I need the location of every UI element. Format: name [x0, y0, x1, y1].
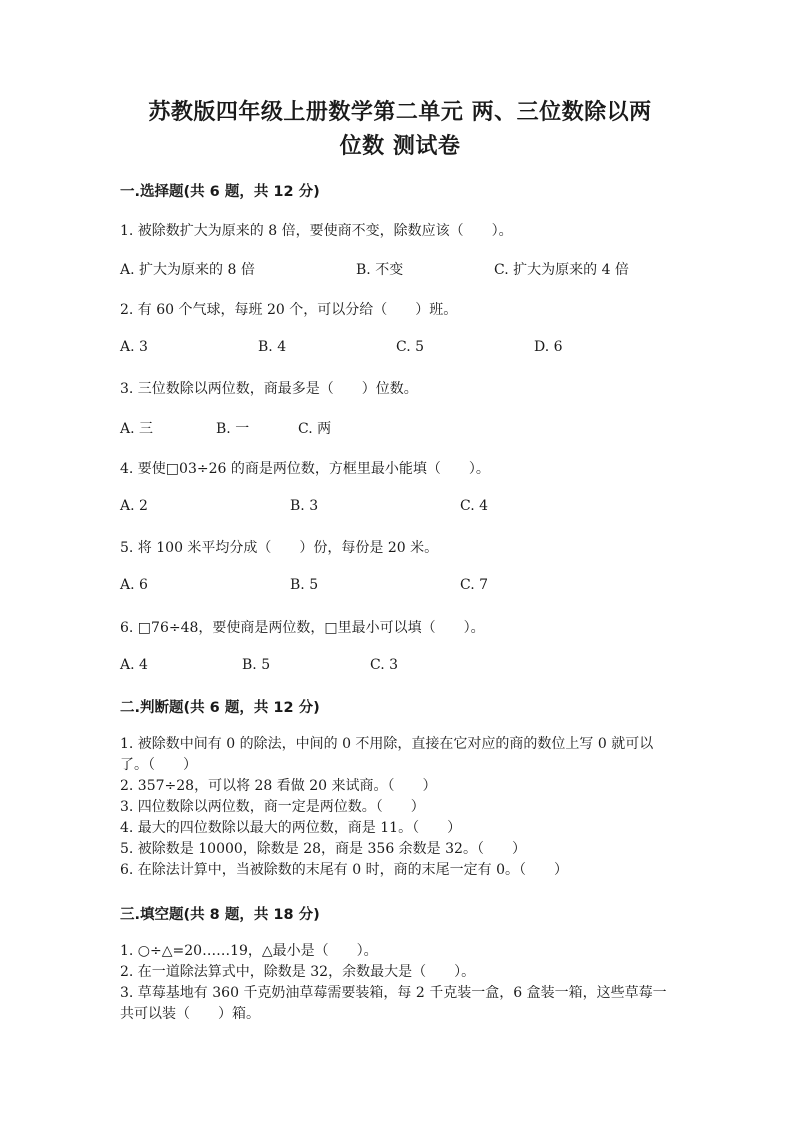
option-b: B. 5	[242, 657, 271, 673]
choice-question-1: 1. 被除数扩大为原来的 8 倍，要使商不变，除数应该（ ）。	[120, 223, 513, 239]
option-b: B. 不变	[356, 262, 404, 278]
option-a: A. 3	[120, 339, 148, 355]
option-c: C. 4	[460, 498, 489, 514]
fill-item: 1. ○÷△=20……19，△最小是（ ）。	[120, 943, 378, 959]
title-line-2: 位数 测试卷	[339, 134, 461, 159]
option-c: C. 扩大为原来的 4 倍	[494, 262, 629, 278]
judge-item: 5. 被除数是 10000，除数是 28，商是 356 余数是 32。（ ）	[120, 841, 526, 857]
option-c: C. 5	[396, 339, 425, 355]
section-heading-judge: 二.判断题(共 6 题，共 12 分)	[120, 700, 320, 716]
judge-list	[120, 734, 680, 881]
option-c: C. 7	[460, 577, 489, 593]
option-c: C. 3	[370, 657, 399, 673]
section-heading-fill: 三.填空题(共 8 题，共 18 分)	[120, 907, 320, 923]
choice-question-4: 4. 要使□03÷26 的商是两位数，方框里最小能填（ ）。	[120, 461, 490, 477]
judge-item: 2. 357÷28，可以将 28 看做 20 来试商。（ ）	[120, 778, 437, 794]
title-line-1: 苏教版四年级上册数学第二单元 两、三位数除以两	[148, 100, 652, 125]
option-b: B. 4	[258, 339, 287, 355]
option-b: B. 5	[290, 577, 319, 593]
fill-item: 3. 草莓基地有 360 千克奶油草莓需要装箱，每 2 千克装一盒，6 盒装一箱，这些草莓一共可以装（ ）箱。	[120, 985, 667, 1022]
option-b: B. 一	[216, 421, 250, 437]
option-a: A. 4	[120, 657, 148, 673]
option-a: A. 6	[120, 577, 148, 593]
judge-item: 3. 四位数除以两位数，商一定是两位数。（ ）	[120, 799, 425, 815]
fill-item: 2. 在一道除法算式中，除数是 32，余数最大是（ ）。	[120, 964, 476, 980]
choice-question-2: 2. 有 60 个气球，每班 20 个，可以分给（ ）班。	[120, 302, 458, 318]
option-a: A. 扩大为原来的 8 倍	[120, 262, 255, 278]
judge-item: 6. 在除法计算中，当被除数的末尾有 0 时，商的末尾一定有 0。（ ）	[120, 862, 568, 878]
choice-question-5: 5. 将 100 米平均分成（ ）份，每份是 20 米。	[120, 540, 439, 556]
option-b: B. 3	[290, 498, 319, 514]
section-heading-choice: 一.选择题(共 6 题，共 12 分)	[120, 184, 320, 200]
judge-item: 4. 最大的四位数除以最大的两位数，商是 11。（ ）	[120, 820, 462, 836]
fill-list	[120, 941, 680, 1025]
choice-question-3: 3. 三位数除以两位数，商最多是（ ）位数。	[120, 381, 418, 397]
option-d: D. 6	[534, 339, 563, 355]
choice-question-6: 6. □76÷48，要使商是两位数，□里最小可以填（ ）。	[120, 620, 485, 636]
option-c: C. 两	[298, 421, 332, 437]
option-a: A. 三	[120, 421, 154, 437]
option-a: A. 2	[120, 498, 148, 514]
judge-item: 1. 被除数中间有 0 的除法，中间的 0 不用除，直接在它对应的商的数位上写 0 就可以了。（ ）	[120, 736, 654, 773]
page-title	[90, 96, 710, 164]
